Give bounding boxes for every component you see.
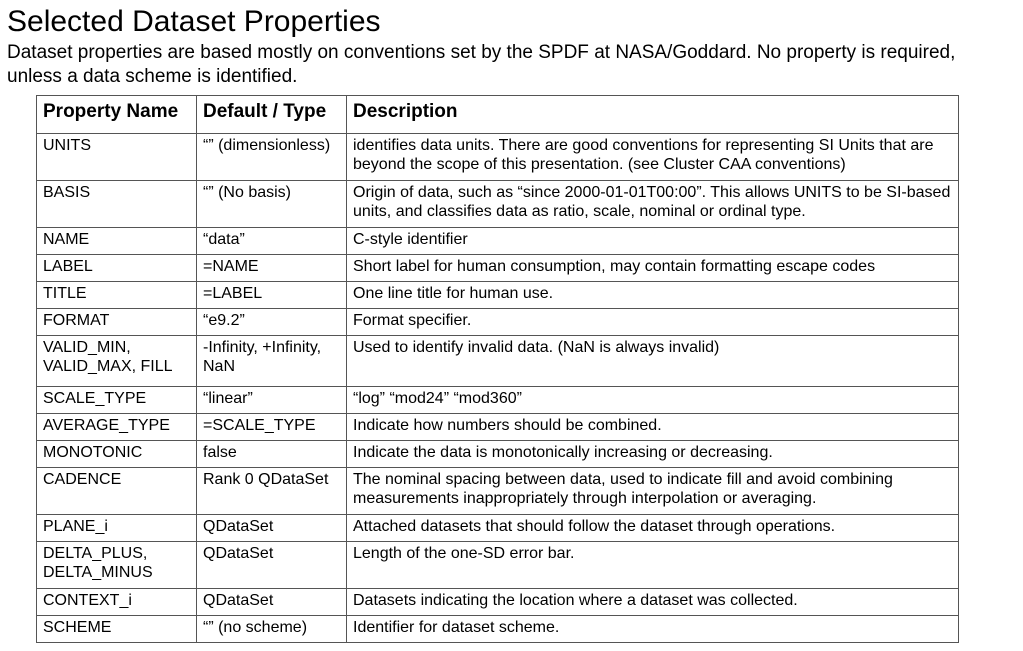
- header-property-name: Property Name: [37, 96, 197, 134]
- header-description: Description: [347, 96, 959, 134]
- cell-default-type: =LABEL: [197, 282, 347, 309]
- cell-default-type: “data”: [197, 228, 347, 255]
- cell-property-name: TITLE: [37, 282, 197, 309]
- cell-property-name: SCALE_TYPE: [37, 387, 197, 414]
- cell-description: Attached datasets that should follow the dataset through operations.: [347, 515, 959, 542]
- table-row: [37, 542, 959, 589]
- cell-property-name: FORMAT: [37, 309, 197, 336]
- page-title: Selected Dataset Properties: [7, 5, 381, 38]
- page-subtitle: Dataset properties are based mostly on conventions set by the SPDF at NASA/Goddard. No property is required, unless a data scheme is identified.: [7, 42, 956, 87]
- cell-description: Length of the one-SD error bar.: [347, 542, 959, 589]
- table-row: [37, 387, 959, 414]
- cell-property-name: UNITS: [37, 134, 197, 181]
- cell-description: One line title for human use.: [347, 282, 959, 309]
- cell-description: Used to identify invalid data. (NaN is always invalid): [347, 336, 959, 387]
- cell-description: Short label for human consumption, may contain formatting escape codes: [347, 255, 959, 282]
- cell-property-name: CADENCE: [37, 468, 197, 515]
- cell-property-name: BASIS: [37, 181, 197, 228]
- table-row: [37, 309, 959, 336]
- cell-description: “log” “mod24” “mod360”: [347, 387, 959, 414]
- cell-description: identifies data units. There are good conventions for representing SI Units that are beyond the scope of this presentation. (see Cluster CAA conventions): [347, 134, 959, 181]
- table-row: [37, 255, 959, 282]
- cell-property-name: VALID_MIN, VALID_MAX, FILL: [37, 336, 197, 387]
- table-row: [37, 441, 959, 468]
- cell-default-type: “” (No basis): [197, 181, 347, 228]
- cell-default-type: “” (dimensionless): [197, 134, 347, 181]
- properties-table: [36, 95, 959, 643]
- cell-description: Indicate the data is monotonically increasing or decreasing.: [347, 441, 959, 468]
- cell-description: Indicate how numbers should be combined.: [347, 414, 959, 441]
- table-row: [37, 414, 959, 441]
- cell-default-type: “” (no scheme): [197, 616, 347, 643]
- cell-property-name: LABEL: [37, 255, 197, 282]
- table-row: [37, 515, 959, 542]
- table-row: [37, 181, 959, 228]
- cell-property-name: MONOTONIC: [37, 441, 197, 468]
- cell-property-name: DELTA_PLUS, DELTA_MINUS: [37, 542, 197, 589]
- cell-description: Datasets indicating the location where a dataset was collected.: [347, 589, 959, 616]
- cell-default-type: =NAME: [197, 255, 347, 282]
- table-row: [37, 336, 959, 387]
- cell-default-type: false: [197, 441, 347, 468]
- cell-default-type: QDataSet: [197, 542, 347, 589]
- cell-default-type: =SCALE_TYPE: [197, 414, 347, 441]
- table-row: [37, 282, 959, 309]
- table-row: [37, 468, 959, 515]
- cell-description: The nominal spacing between data, used to indicate fill and avoid combining measurements inappropriately through interpolation or averaging.: [347, 468, 959, 515]
- cell-default-type: QDataSet: [197, 515, 347, 542]
- cell-description: Format specifier.: [347, 309, 959, 336]
- cell-description: Origin of data, such as “since 2000-01-01T00:00”. This allows UNITS to be SI-based units, and classifies data as ratio, scale, nominal or ordinal type.: [347, 181, 959, 228]
- table-row: [37, 228, 959, 255]
- cell-description: Identifier for dataset scheme.: [347, 616, 959, 643]
- cell-default-type: QDataSet: [197, 589, 347, 616]
- cell-property-name: NAME: [37, 228, 197, 255]
- cell-description: C-style identifier: [347, 228, 959, 255]
- cell-property-name: CONTEXT_i: [37, 589, 197, 616]
- header-default-type: Default / Type: [197, 96, 347, 134]
- table-header-row: [37, 96, 959, 134]
- cell-default-type: -Infinity, +Infinity, NaN: [197, 336, 347, 387]
- table-row: [37, 589, 959, 616]
- table-row: [37, 616, 959, 643]
- table-row: [37, 134, 959, 181]
- cell-default-type: “linear”: [197, 387, 347, 414]
- cell-default-type: Rank 0 QDataSet: [197, 468, 347, 515]
- cell-property-name: AVERAGE_TYPE: [37, 414, 197, 441]
- cell-property-name: PLANE_i: [37, 515, 197, 542]
- cell-property-name: SCHEME: [37, 616, 197, 643]
- cell-default-type: “e9.2”: [197, 309, 347, 336]
